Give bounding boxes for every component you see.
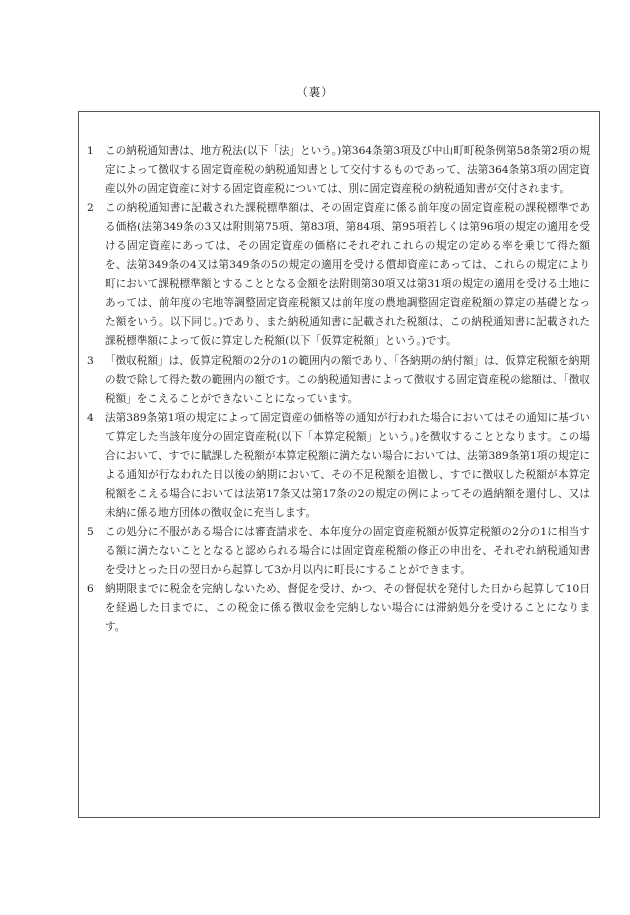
notice-item-5: [87, 523, 590, 580]
notice-item-1: [87, 142, 590, 199]
notice-item-4: [87, 409, 590, 523]
page-header: （裏）: [296, 85, 334, 99]
notice-frame: [78, 111, 600, 818]
item-number: 2: [87, 202, 94, 215]
notice-items: [87, 142, 590, 637]
notice-item-2: [87, 199, 590, 351]
item-number: 6: [87, 583, 94, 596]
notice-item-3: [87, 352, 590, 409]
item-text: この処分に不服がある場合には審査請求を、本年度分の固定資産税額が仮算定税額の2分の1に相当する額に満たないこととなると認められる場合には固定資産税額の修正の申出を、それぞれ納税通知書を受けとった日の翌日から起算して3か月以内に町長にすることができます。: [105, 525, 590, 577]
notice-item-6: [87, 580, 590, 637]
item-text: 「徴収税額」は、仮算定税額の2分の1の範囲内の額であり、「各納期の納付額」は、仮算定税額を納期の数で除して得た数の範囲内の額です。この納税通知書によって徴収する固定資産税の総額は、「徴収税額」をこえることができないことになっています。: [105, 354, 590, 405]
item-number: 5: [87, 525, 94, 538]
item-number: 1: [87, 145, 94, 157]
item-text: 納期限までに税金を完納しないため、督促を受け、かつ、その督促状を発付した日から起算して10日を経過した日までに、この税金に係る徴収金を完納しない場合には滞納処分を受けることになります。: [105, 583, 590, 634]
item-text: この納税通知書に記載された課税標準額は、その固定資産に係る前年度の固定資産税の課税標準である価格(法第349条の3又は附則第75項、第83項、第84項、第95項若しくは第96項の規定の適用を受ける固定資産にあっては、その固定資産の価格にそれぞれこれらの規定の定める率を乗じて得た額を、法第349条の4又は第349条の5の規定の適用を受ける償却資産にあっては、これらの規定により町において課税標準額とすることとなる金額を法附則第30項又は第31項の規定の適用を受ける土地にあっては、前年度の宅地等調整固定資産税額又は前年度の農地調整固定資産税額の算定の基礎となった額をいう。以下同じ。)であり、また納税通知書に記載された税額は、この納税通知書に記載された課税標準額によって仮に算定した税額(以下「仮算定税額」という。)です。: [105, 202, 590, 348]
item-text: この納税通知書は、地方税法(以下「法」という。)第364条第3項及び中山町町税条例第58条第2項の規定によって徴収する固定資産税の納税通知書として交付するものであって、法第364条第3項の固定資産以外の固定資産に対する固定資産税については、別に固定資産税の納税通知書が交付されます。: [105, 145, 590, 196]
item-number: 4: [87, 411, 94, 424]
item-text: 法第389条第1項の規定によって固定資産の価格等の通知が行われた場合においてはその通知に基づいて算定した当該年度分の固定資産税(以下「本算定税額」という。)を徴収することとなります。この場合において、すでに賦課した税額が本算定税額に満たない場合においては、法第389条第1項の規定による通知が行なわれた日以後の納期において、その不足税額を追徴し、すでに徴収した税額が本算定税額をこえる場合においては法第17条又は第17条の2の規定の例によってその過納額を還付し、又は未納に係る地方団体の徴収金に充当します。: [105, 411, 590, 519]
item-number: 3: [87, 354, 94, 367]
